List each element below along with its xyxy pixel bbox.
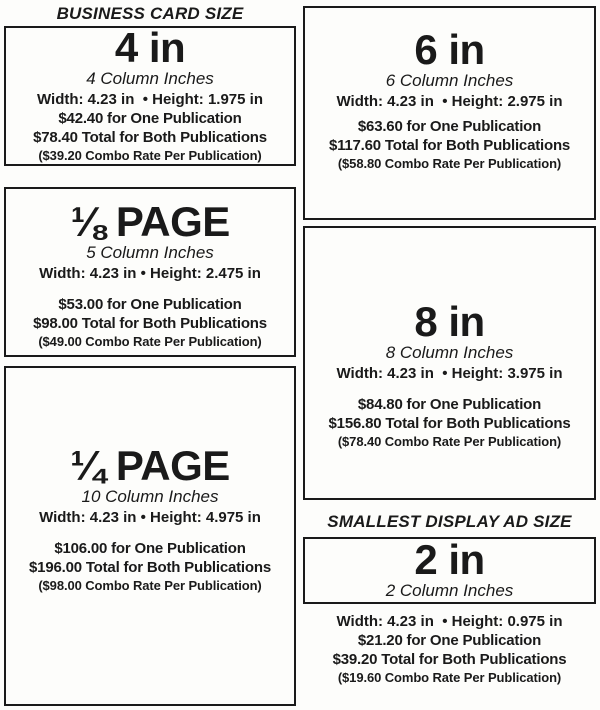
card-column-inches: 10 Column Inches — [81, 487, 219, 506]
card-dimensions: Width: 4.23 in • Height: 0.975 in — [336, 613, 563, 630]
card-dimensions: Width: 4.23 in • Height: 1.975 in — [37, 91, 263, 108]
card-price-both: $39.20 Total for Both Publications — [332, 651, 567, 668]
ad-card-8in — [303, 226, 596, 500]
card-price-one: $106.00 for One Publication — [54, 540, 246, 557]
card-title: 8 in — [414, 298, 485, 345]
card-price-both: $117.60 Total for Both Publications — [328, 137, 571, 154]
spacer — [6, 527, 294, 539]
card-title: ⅛ PAGE — [70, 198, 230, 245]
ad-card-2in-details — [303, 612, 596, 686]
ad-card-2in — [303, 537, 596, 604]
ad-card-4in — [4, 26, 296, 166]
card-title: ¼ PAGE — [70, 442, 230, 489]
card-price-both: $98.00 Total for Both Publications — [33, 315, 267, 332]
card-combo-rate: ($98.00 Combo Rate Per Publication) — [38, 578, 262, 593]
card-title: 6 in — [414, 26, 485, 73]
business-card-size-label: BUSINESS CARD SIZE — [56, 4, 244, 23]
ad-card-eighth-page — [4, 187, 296, 357]
card-price-both: $156.80 Total for Both Publications — [328, 415, 571, 432]
spacer — [6, 283, 294, 295]
card-price-one: $21.20 for One Publication — [357, 632, 542, 649]
card-price-both: $196.00 Total for Both Publications — [29, 559, 271, 576]
card-column-inches: 5 Column Inches — [86, 243, 214, 262]
smallest-display-ad-size-label: SMALLEST DISPLAY AD SIZE — [327, 512, 572, 531]
spacer — [305, 383, 594, 395]
card-column-inches: 4 Column Inches — [86, 69, 214, 88]
card-dimensions: Width: 4.23 in • Height: 4.975 in — [39, 509, 261, 526]
card-combo-rate: ($39.20 Combo Rate Per Publication) — [38, 148, 262, 163]
card-combo-rate: ($58.80 Combo Rate Per Publication) — [337, 156, 562, 171]
card-column-inches: 2 Column Inches — [385, 581, 514, 600]
card-dimensions: Width: 4.23 in • Height: 2.475 in — [39, 265, 261, 282]
card-price-one: $84.80 for One Publication — [357, 396, 542, 413]
card-combo-rate: ($78.40 Combo Rate Per Publication) — [337, 434, 562, 449]
card-dimensions: Width: 4.23 in • Height: 3.975 in — [336, 365, 563, 382]
card-price-one: $53.00 for One Publication — [58, 296, 242, 313]
card-combo-rate: ($19.60 Combo Rate Per Publication) — [337, 670, 562, 685]
card-column-inches: 6 Column Inches — [385, 71, 514, 90]
ad-card-quarter-page — [4, 366, 296, 706]
card-price-one: $42.40 for One Publication — [58, 110, 242, 127]
card-combo-rate: ($49.00 Combo Rate Per Publication) — [38, 334, 262, 349]
ad-card-6in — [303, 6, 596, 220]
card-price-both: $78.40 Total for Both Publications — [33, 129, 267, 146]
card-column-inches: 8 Column Inches — [385, 343, 514, 362]
card-dimensions: Width: 4.23 in • Height: 2.975 in — [336, 93, 563, 110]
card-title: 2 in — [414, 536, 485, 583]
card-title: 4 in — [114, 24, 186, 71]
card-price-one: $63.60 for One Publication — [357, 118, 542, 135]
